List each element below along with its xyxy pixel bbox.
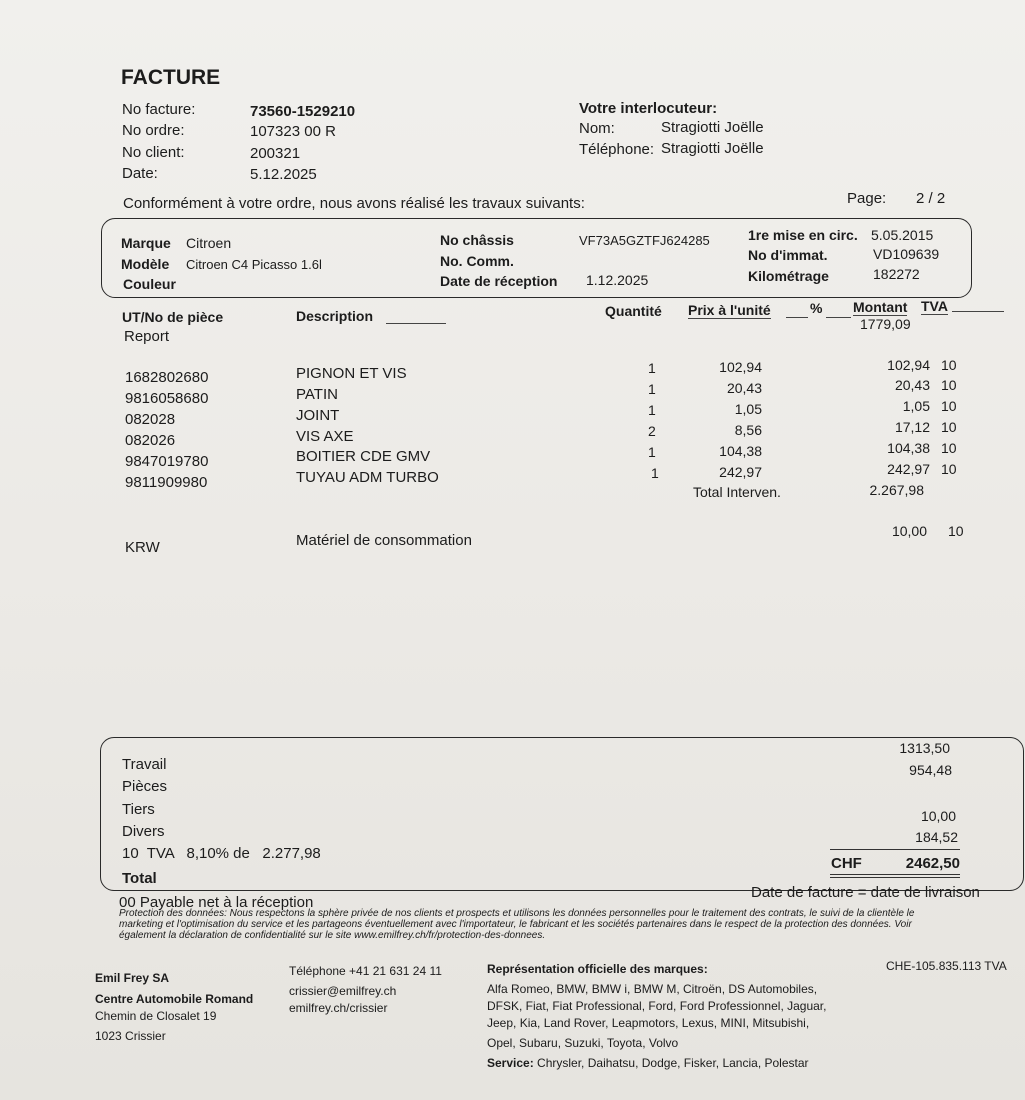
row-qty: 1	[648, 360, 656, 376]
col-qty-header: Quantité	[605, 303, 662, 319]
krw-code: KRW	[125, 539, 160, 556]
grand-total: 2462,50	[905, 855, 960, 872]
plate-value: VD109639	[873, 246, 940, 262]
company-name: Emil Frey SA	[95, 971, 170, 985]
brands-line: Alfa Romeo, BMW, BMW i, BMW M, Citroën, DS Automobiles,	[487, 982, 818, 996]
row-qty: 1	[651, 465, 659, 481]
row-desc: TUYAU ADM TURBO	[296, 469, 439, 486]
plate-label: No d'immat.	[748, 247, 828, 263]
page-label: Page:	[847, 190, 887, 207]
reception-value: 1.12.2025	[586, 272, 649, 288]
row-vat: 10	[941, 357, 957, 373]
pieces-label: Pièces	[122, 778, 168, 795]
brands-line: Jeep, Kia, Land Rover, Leapmotors, Lexus, MINI, Mitsubishi,	[487, 1016, 810, 1030]
privacy-line: Protection des données: Nous respectons la sphère privée de nos clients et prospects et utilisons les données personnelles pour le traitement des contrats, le suivi de la clientèle le	[119, 908, 915, 919]
row-part: 082028	[125, 411, 176, 428]
contact-title: Votre interlocuteur:	[579, 100, 718, 117]
row-price: 1,05	[734, 401, 762, 417]
row-amount: 104,38	[887, 440, 930, 456]
divers-label: Divers	[122, 823, 165, 840]
desc-underline	[386, 323, 446, 324]
currency: CHF	[831, 855, 862, 872]
model-label: Modèle	[121, 256, 170, 272]
row-desc: PATIN	[296, 386, 338, 403]
col-part-header: UT/No de pièce	[122, 309, 224, 325]
first-reg-value: 5.05.2015	[871, 227, 934, 243]
vat-amount: 184,52	[915, 829, 958, 845]
contact-name: Stragiotti Joëlle	[661, 119, 764, 136]
vat-id: CHE-105.835.113 TVA	[886, 959, 1007, 973]
total-rule	[830, 849, 960, 850]
col-vat-header: TVA	[921, 298, 948, 314]
row-desc: PIGNON ET VIS	[296, 365, 407, 382]
row-desc: JOINT	[296, 407, 340, 424]
row-qty: 2	[648, 423, 656, 439]
row-vat: 10	[941, 377, 957, 393]
invoice-date: 5.12.2025	[250, 166, 317, 183]
brand-label: Marque	[121, 235, 171, 251]
model-value: Citroen C4 Picasso 1.6l	[186, 257, 322, 272]
col-price-header: Prix à l'unité	[688, 302, 771, 318]
row-qty: 1	[648, 402, 656, 418]
row-amount: 1,05	[902, 398, 930, 414]
contact-website: emilfrey.ch/crissier	[289, 1001, 388, 1015]
travail-label: Travail	[122, 756, 167, 773]
col-desc-header: Description	[296, 308, 374, 324]
row-desc: VIS AXE	[296, 428, 354, 445]
total-interven-label: Total Interven.	[693, 484, 781, 500]
company-line: Chemin de Closalet 19	[95, 1009, 217, 1023]
client-no-label: No client:	[122, 144, 185, 161]
company-address	[95, 970, 253, 1045]
delivery-date-note: Date de facture = date de livraison	[751, 884, 980, 901]
invoice-title: FACTURE	[121, 66, 221, 89]
brands-block	[487, 961, 826, 1072]
company-contact	[289, 963, 442, 1017]
row-price: 242,97	[719, 464, 762, 480]
row-amount: 20,43	[894, 377, 930, 393]
krw-desc: Matériel de consommation	[296, 532, 472, 549]
row-price: 8,56	[734, 422, 762, 438]
first-reg-label: 1re mise en circ.	[748, 227, 858, 243]
vat-underline	[952, 311, 1004, 312]
row-vat: 10	[941, 461, 957, 477]
row-price: 104,38	[719, 443, 762, 459]
company-line: Centre Automobile Romand	[95, 992, 254, 1006]
chassis-label: No châssis	[440, 232, 514, 248]
reception-label: Date de réception	[440, 273, 558, 289]
invoice-no-label: No facture:	[122, 101, 196, 118]
row-amount: 102,94	[887, 357, 930, 373]
privacy-line: marketing et l'optimisation du service et les partageons éventuellement avec l'importateur, le fabricant et les sociétés partenaires dans le respect de la protection des données. Voir	[119, 919, 912, 930]
km-label: Kilométrage	[748, 268, 829, 284]
pieces-value: 954,48	[909, 762, 952, 778]
brands-line: DFSK, Fiat, Fiat Professional, Ford, Ford Professionnel, Jaguar,	[487, 999, 827, 1013]
color-label: Couleur	[123, 276, 176, 292]
pct-underline-left	[786, 317, 808, 318]
vat-line: 10 TVA 8,10% de 2.277,98	[122, 845, 321, 862]
row-part: 1682802680	[125, 369, 209, 386]
privacy-line: également la déclaration de confidentialité sur le site www.emilfrey.ch/fr/protection-des-donnees.	[119, 930, 546, 941]
row-vat: 10	[941, 398, 957, 414]
contact-phone: Stragiotti Joëlle	[661, 140, 764, 157]
tiers-label: Tiers	[122, 801, 155, 818]
row-amount: 17,12	[894, 419, 930, 435]
invoice-no: 73560-1529210	[250, 103, 356, 120]
total-rule-3	[830, 877, 960, 878]
total-rule-2	[830, 874, 960, 875]
row-vat: 10	[941, 440, 957, 456]
page-number: 2 / 2	[916, 190, 946, 207]
company-line: 1023 Crissier	[95, 1029, 166, 1043]
col-amount-header: Montant	[853, 299, 908, 315]
report-amount: 1779,09	[860, 316, 911, 332]
row-part: 082026	[125, 432, 176, 449]
krw-vat: 10	[948, 523, 964, 539]
total-interven-value: 2.267,98	[869, 482, 924, 498]
contact-email: crissier@emilfrey.ch	[289, 984, 397, 998]
contact-phone-label: Téléphone:	[579, 141, 655, 158]
row-amount: 242,97	[887, 461, 930, 477]
privacy-notice	[119, 908, 914, 941]
comm-label: No. Comm.	[440, 253, 514, 269]
order-no: 107323 00 R	[250, 123, 336, 140]
row-part: 9811909980	[125, 474, 208, 491]
brand-value: Citroen	[186, 235, 232, 251]
date-label: Date:	[122, 165, 158, 182]
order-no-label: No ordre:	[122, 122, 185, 139]
tiers-value: 10,00	[920, 808, 956, 824]
row-vat: 10	[941, 419, 957, 435]
service-label: Service:	[487, 1056, 534, 1070]
client-no: 200321	[250, 145, 301, 162]
row-part: 9847019780	[125, 453, 209, 470]
total-label: Total	[122, 870, 157, 887]
contact-phone-line: Téléphone +41 21 631 24 11	[289, 964, 442, 978]
report-label: Report	[124, 328, 170, 345]
service-brands: Chrysler, Daihatsu, Dodge, Fisker, Lancia, Polestar	[537, 1056, 809, 1070]
contact-name-label: Nom:	[579, 120, 615, 137]
intro-text: Conformément à votre ordre, nous avons réalisé les travaux suivants:	[123, 195, 585, 212]
row-desc: BOITIER CDE GMV	[296, 448, 431, 465]
brands-title: Représentation officielle des marques:	[487, 962, 708, 976]
col-pct-header: %	[810, 300, 823, 316]
pct-underline-right	[826, 317, 851, 318]
krw-amount: 10,00	[891, 523, 927, 539]
row-price: 20,43	[726, 380, 762, 396]
km-value: 182272	[873, 266, 920, 282]
payment-terms: 00 Payable net à la réception	[119, 894, 314, 911]
chassis-value: VF73A5GZTFJ624285	[579, 233, 710, 248]
row-price: 102,94	[719, 359, 762, 375]
row-qty: 1	[648, 381, 656, 397]
travail-value: 1313,50	[899, 740, 950, 756]
row-part: 9816058680	[125, 390, 209, 407]
brands-line: Opel, Subaru, Suzuki, Toyota, Volvo	[487, 1036, 679, 1050]
row-qty: 1	[648, 444, 656, 460]
